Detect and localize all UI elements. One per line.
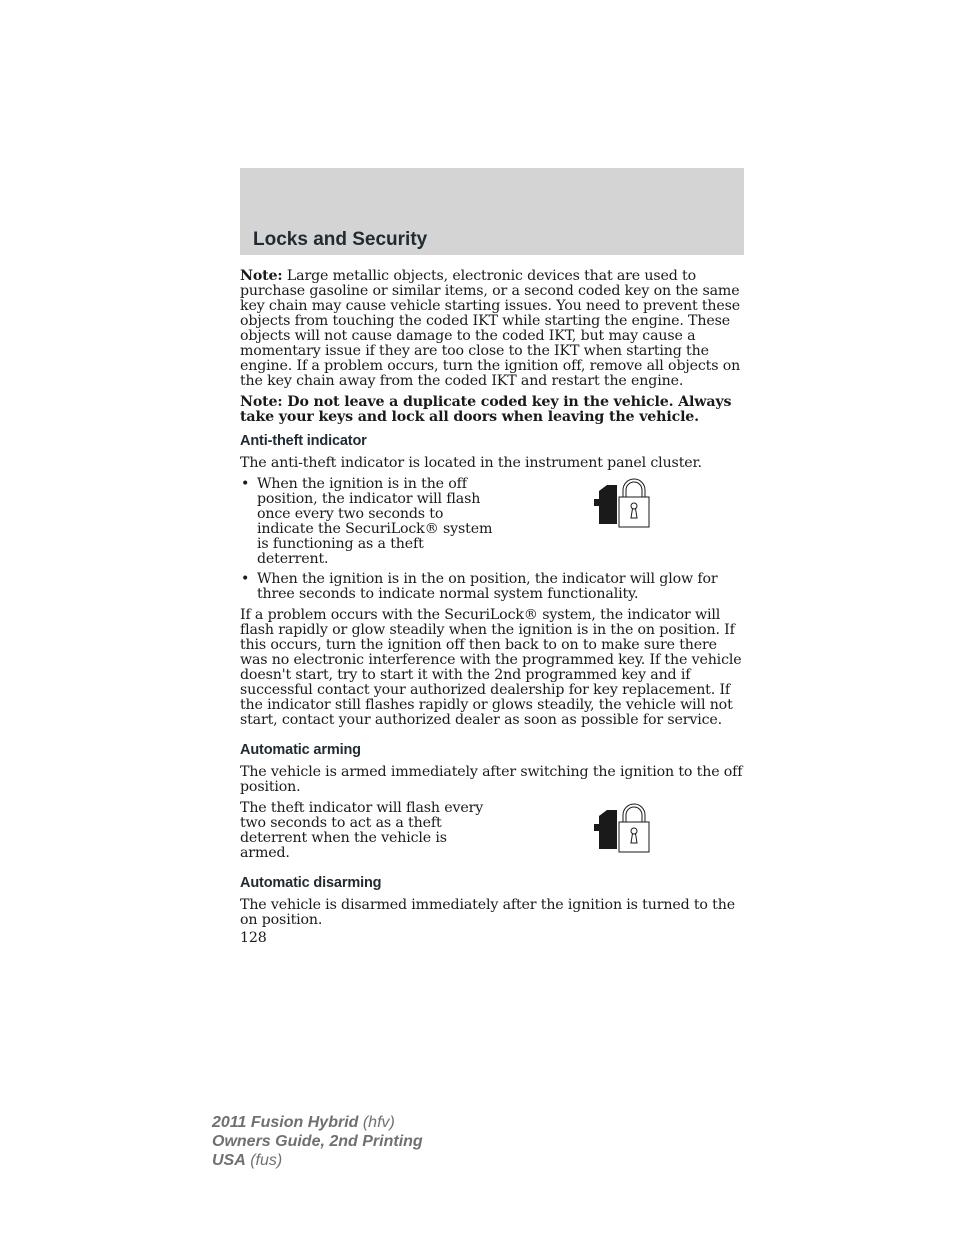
note-text: Large metallic objects, electronic devices that are used to purchase gasoline or similar items, or a second coded key on the same key chain may cause vehicle starting issues. You need to prevent these objects from touching the coded IKT while starting the engine. These objects will not cause damage to the coded IKT, but may cause a momentary issue if they are too close to the IKT when starting the engine. If a problem occurs, turn the ignition off, remove all objects on the key chain away from the coded IKT and restart the engine. (240, 268, 741, 389)
list-item (240, 477, 745, 567)
section-header-band (240, 168, 744, 255)
section-title: Locks and Security (253, 229, 428, 250)
anti-theft-bullet-list (240, 477, 745, 602)
disarming-paragraph: The vehicle is disarmed immediately after the ignition is turned to the on position. (240, 897, 735, 928)
document-footer (212, 1113, 423, 1170)
duplicate-key-note: Note: Do not leave a duplicate coded key in the vehicle. Always take your keys and lock all doors when leaving the vehicle. (240, 394, 732, 425)
arming-paragraph: The vehicle is armed immediately after switching the ignition to the off position. (240, 764, 743, 795)
automatic-disarming-heading: Automatic disarming (240, 875, 382, 891)
note-paragraph (240, 269, 745, 389)
footer-market: USA (212, 1152, 246, 1169)
page-content (240, 269, 745, 946)
footer-guide: Owners Guide, 2nd Printing (212, 1133, 423, 1150)
arming-indicator-block (240, 801, 745, 861)
list-item (240, 572, 745, 602)
anti-theft-lock-icon (592, 478, 650, 530)
footer-model: 2011 Fusion Hybrid (212, 1114, 359, 1131)
anti-theft-heading: Anti-theft indicator (240, 433, 367, 449)
page-number: 128 (240, 930, 267, 946)
anti-theft-lock-icon (592, 803, 650, 855)
anti-theft-intro: The anti-theft indicator is located in the instrument panel cluster. (240, 455, 702, 471)
footer-line-model (212, 1113, 423, 1132)
note-label: Note: (240, 268, 283, 284)
footer-model-code: (hfv) (358, 1114, 395, 1131)
problem-paragraph: If a problem occurs with the SecuriLock® system, the indicator will flash rapidly or glow steadily when the ignition is in the on position. If this occurs, turn the ignition off then back to on to make sure there was no electronic interference with the programmed key. If the vehicle doesn't start, try to start it with the 2nd programmed key and if successful contact your authorized dealership for key replacement. If the indicator still flashes rapidly or glows steadily, the vehicle will not start, contact your authorized dealer as soon as possible for service. (240, 607, 742, 728)
bullet-text: • When the ignition is in the off position, the indicator will flash once every two seconds to indicate the SecuriLock® system is functioning as a theft deterrent. (257, 476, 493, 567)
automatic-arming-heading: Automatic arming (240, 742, 361, 758)
arming-indicator-text: The theft indicator will flash every two seconds to act as a theft deterrent when the vehicle is armed. (240, 800, 484, 861)
footer-line-market (212, 1151, 423, 1170)
footer-market-code: (fus) (245, 1152, 283, 1169)
footer-line-guide (212, 1132, 423, 1151)
bullet-text: When the ignition is in the on position, the indicator will glow for three seconds to indicate normal system functionality. (257, 571, 718, 602)
